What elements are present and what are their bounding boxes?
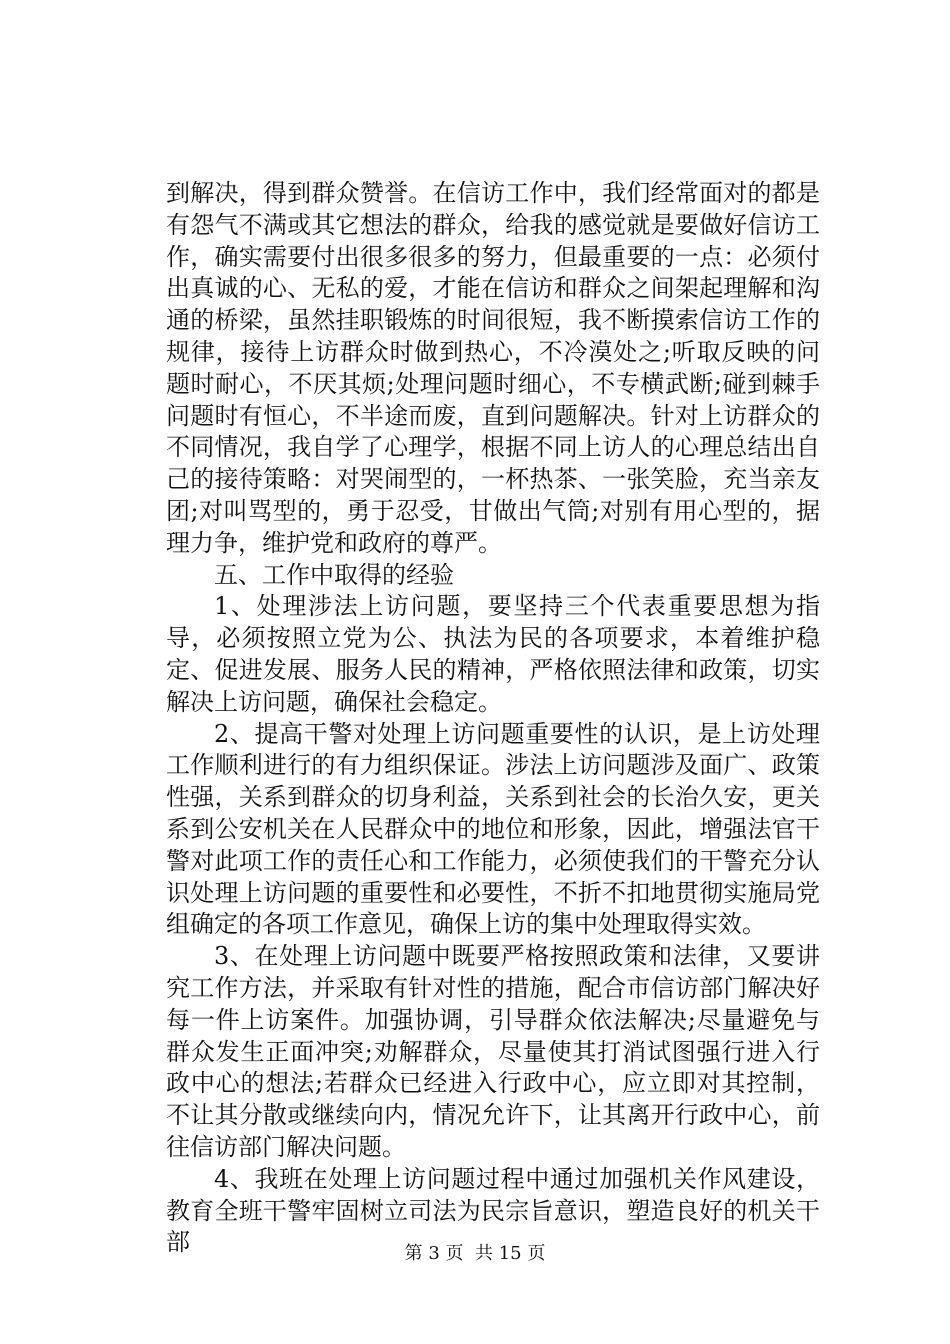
- section-heading: 五、工作中取得的经验: [214, 560, 454, 589]
- page-footer: [0, 1242, 950, 1266]
- paragraph-item-2: 2、提高干警对处理上访问题重要性的认识，是上访处理工作顺利进行的有力组织保证。涉法上访问题涉及面广、政策性强，关系到群众的切身利益，关系到社会的长治久安，更关系到公安机关在人民群众中的地位和形象，因此，增强法官干警对此项工作的责任心和工作能力，必须使我们的干警充分认识处理上访问题的重要性和必要性，不折不扣地贯彻实施局党组确定的各项工作意见，确保上访的集中处理取得实效。: [166, 719, 820, 939]
- document-body: [166, 178, 820, 1259]
- paragraph-item-3: 3、在处理上访问题中既要严格按照政策和法律，又要讲究工作方法，并采取有针对性的措施，配合市信访部门解决好每一件上访案件。加强协调，引导群众依法解决;尽量避免与群众发生正面冲突;劝解群众，尽量使其打消试图强行进入行政中心的想法;若群众已经进入行政中心，应立即对其控制，不让其分散或继续向内，情况允许下，让其离开行政中心，前往信访部门解决问题。: [166, 942, 820, 1161]
- page-number: 第 3 页 共 15 页: [404, 1243, 546, 1264]
- paragraph-item-4: 4、我班在处理上访问题过程中通过加强机关作风建设，教育全班干警牢固树立司法为民宗旨意识，塑造良好的机关干部: [166, 1164, 820, 1257]
- paragraph-continuation: 到解决，得到群众赞誉。在信访工作中，我们经常面对的都是有怨气不满或其它想法的群众，给我的感觉就是要做好信访工作，确实需要付出很多很多的努力，但最重要的一点：必须付出真诚的心、无私的爱，才能在信访和群众之间架起理解和沟通的桥梁，虽然挂职锻炼的时间很短，我不断摸索信访工作的规律，接待上访群众时做到热心，不冷漠处之;听取反映的问题时耐心，不厌其烦;处理问题时细心，不专横武断;碰到棘手问题时有恒心，不半途而废，直到问题解决。针对上访群众的不同情况，我自学了心理学，根据不同上访人的心理总结出自己的接待策略：对哭闹型的，一杯热茶、一张笑脸，充当亲友团;对叫骂型的，勇于忍受，甘做出气筒;对别有用心型的，据理力争，维护党和政府的尊严。: [166, 179, 820, 557]
- paragraph-item-1: 1、处理涉法上访问题，要坚持三个代表重要思想为指导，必须按照立党为公、执法为民的各项要求，本着维护稳定、促进发展、服务人民的精神，严格依照法律和政策，切实解决上访问题，确保社会稳定。: [166, 592, 820, 716]
